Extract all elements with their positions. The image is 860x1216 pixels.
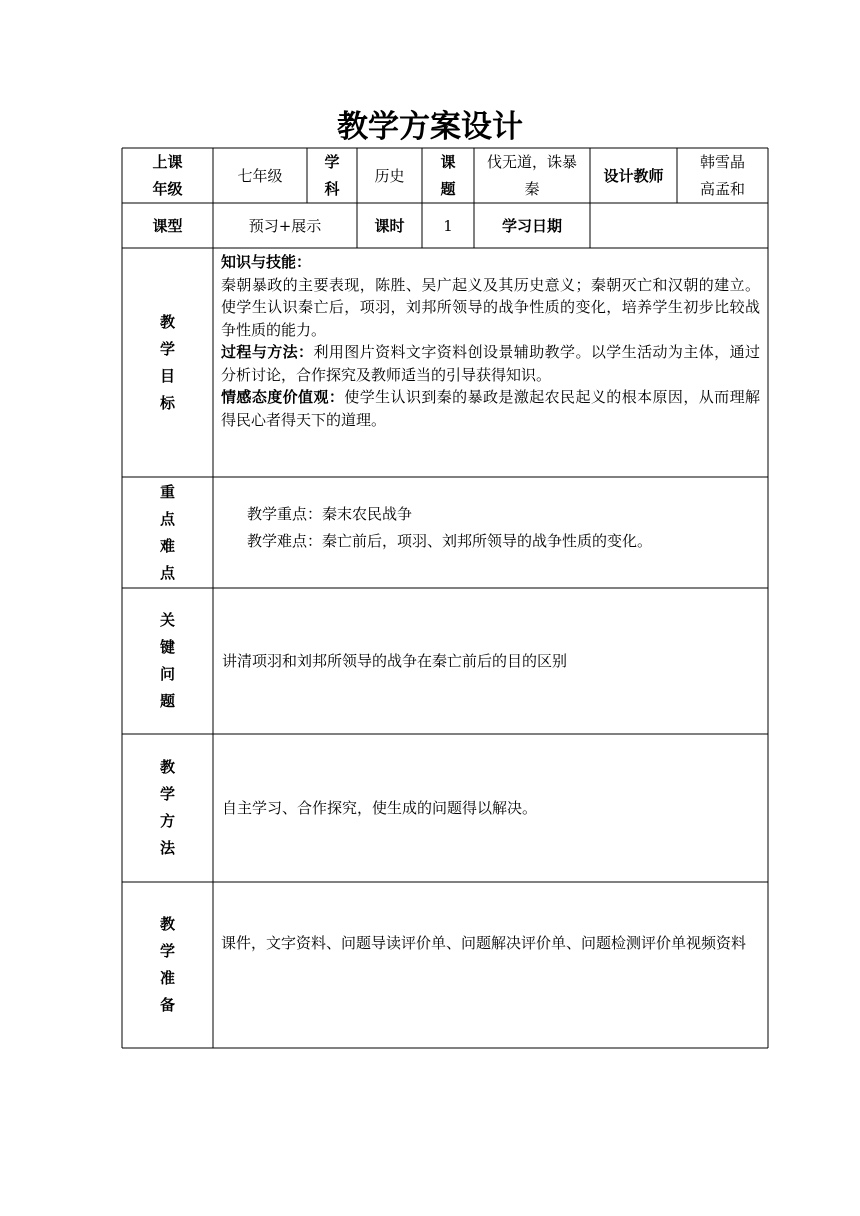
teaching-focus: 教学重点：秦末农民战争 xyxy=(247,505,413,523)
teacher-value: 韩雪晶 高孟和 xyxy=(699,152,745,198)
goals-content xyxy=(221,251,760,431)
key-question-label: 关 键 问 题 xyxy=(159,611,175,710)
process-text: 利用图片资料文字资料创设景辅助教学。以学生活动为主体，通过分析讨论，合作探究及教师适当的引导获得知识。 xyxy=(221,343,760,384)
method-label: 教 学 方 法 xyxy=(159,758,175,857)
method-text: 自主学习、合作探究，使生成的问题得以解决。 xyxy=(222,799,538,817)
process-heading: 过程与方法： xyxy=(221,343,314,361)
teaching-difficulty: 教学难点：秦亡前后，项羽、刘邦所领导的战争性质的变化。 xyxy=(247,532,653,550)
emotion-heading: 情感态度价值观： xyxy=(221,388,345,406)
preparation-label: 教 学 准 备 xyxy=(159,915,175,1014)
topic-value: 伐无道，诛暴 秦 xyxy=(486,152,577,198)
emotion-text: 使学生认识到秦的暴政是激起农民起义的根本原因，从而理解得民心者得天下的道理。 xyxy=(221,388,760,429)
key-points-content xyxy=(247,501,762,555)
knowledge-text: 秦朝暴政的主要表现，陈胜、吴广起义及其历史意义；秦朝灭亡和汉朝的建立。使学生认识秦亡后，项羽，刘邦所领导的战争性质的变化，培养学生初步比较战争性质的能力。 xyxy=(221,275,760,339)
topic-label: 课 题 xyxy=(440,152,456,198)
teacher-label: 设计教师 xyxy=(603,166,664,185)
subject-label: 学 科 xyxy=(324,152,340,198)
hours-value: 1 xyxy=(443,216,453,235)
date-label: 学习日期 xyxy=(501,216,562,235)
subject-value: 历史 xyxy=(374,166,405,185)
key-points-label: 重 点 难 点 xyxy=(159,482,175,582)
type-label: 课型 xyxy=(152,216,183,235)
page-title: 教学方案设计 xyxy=(337,109,523,145)
key-question-text: 讲清项羽和刘邦所领导的战争在秦亡前后的目的区别 xyxy=(222,652,568,670)
date-value xyxy=(590,203,768,248)
preparation-text: 课件，文字资料、问题导读评价单、问题解决评价单、问题检测评价单视频资料 xyxy=(221,934,747,952)
type-value: 预习+展示 xyxy=(248,216,322,235)
hours-label: 课时 xyxy=(374,216,405,235)
knowledge-heading: 知识与技能： xyxy=(221,253,312,271)
goals-label: 教 学 目 标 xyxy=(159,312,175,412)
grade-value: 七年级 xyxy=(237,166,283,185)
grade-label: 上课 年级 xyxy=(152,152,183,198)
